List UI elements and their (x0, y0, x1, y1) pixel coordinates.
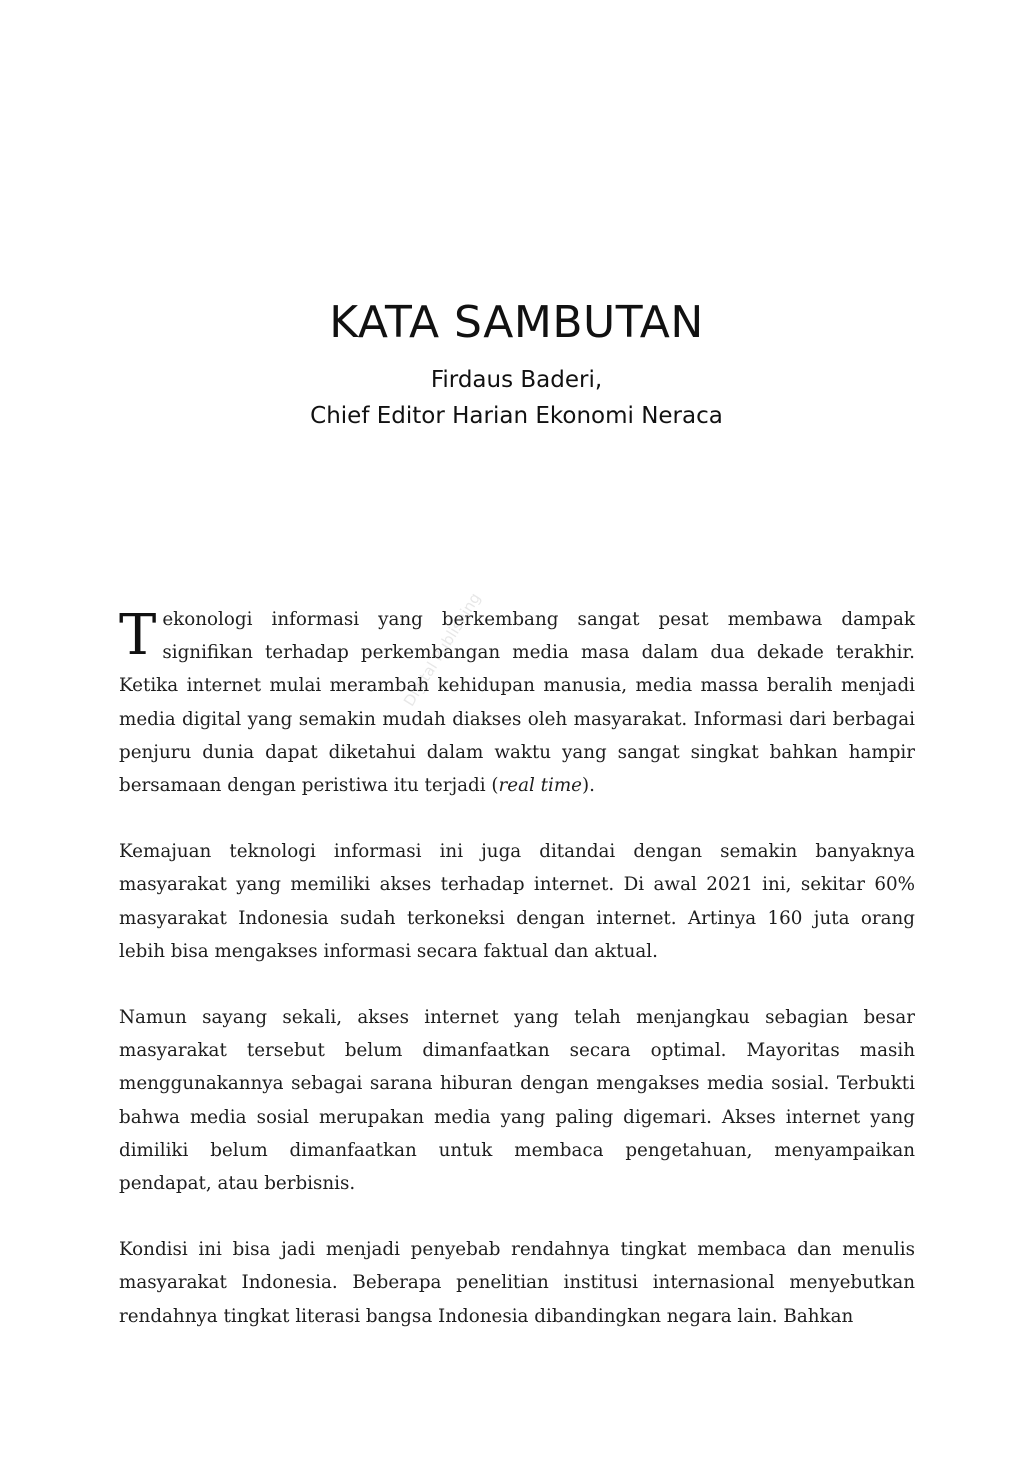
paragraph-1-end: ). (582, 775, 595, 797)
paragraph-1-emphasis: real time (498, 775, 582, 797)
paragraph-1-text: ekonologi informasi yang berkembang sangat pesat membawa dampak signifikan terhadap perkembangan media masa dalam dua dekade terakhir. Ketika internet mulai merambah kehidupan manusia, media massa beralih menjadi media digital yang semakin mudah diakses oleh masyarakat. Informasi dari berbagai penjuru dunia dapat diketahui dalam waktu yang sangat singkat bahkan hampir bersamaan dengan peristiwa itu terjadi ( (119, 609, 915, 797)
paragraph-4: Kondisi ini bisa jadi menjadi penyebab rendahnya tingkat membaca dan menulis masyarakat Indonesia. Beberapa penelitian institusi internasional menyebutkan rendahnya tingkat literasi bangsa Indonesia dibandingkan negara lain. Bahkan (119, 1239, 915, 1327)
body-text (119, 603, 915, 1366)
author-name: Firdaus Baderi, (430, 367, 603, 393)
paragraph-2: Kemajuan teknologi informasi ini juga ditandai dengan semakin banyaknya masyarakat yang memiliki akses terhadap internet. Di awal 2021 ini, sekitar 60% masyarakat Indonesia sudah terkoneksi dengan internet. Artinya 160 juta orang lebih bisa mengakses informasi secara faktual dan aktual. (119, 841, 915, 962)
drop-cap: T (119, 603, 157, 668)
paragraph-3: Namun sayang sekali, akses internet yang telah menjangkau sebagian besar masyarakat tersebut belum dimanfaatkan secara optimal. Mayoritas masih menggunakannya sebagai sarana hiburan dengan mengakses media sosial. Terbukti bahwa media sosial merupakan media yang paling digemari. Akses internet yang dimiliki belum dimanfaatkan untuk membaca pengetahuan, menyampaikan pendapat, atau berbisnis. (119, 1007, 915, 1195)
author-role: Chief Editor Harian Ekonomi Neraca (310, 403, 723, 429)
watermark: Digital Publishing (400, 589, 485, 710)
page-header (0, 292, 1033, 434)
page-title: KATA SAMBUTAN (329, 297, 704, 348)
paragraph-1 (119, 603, 915, 802)
